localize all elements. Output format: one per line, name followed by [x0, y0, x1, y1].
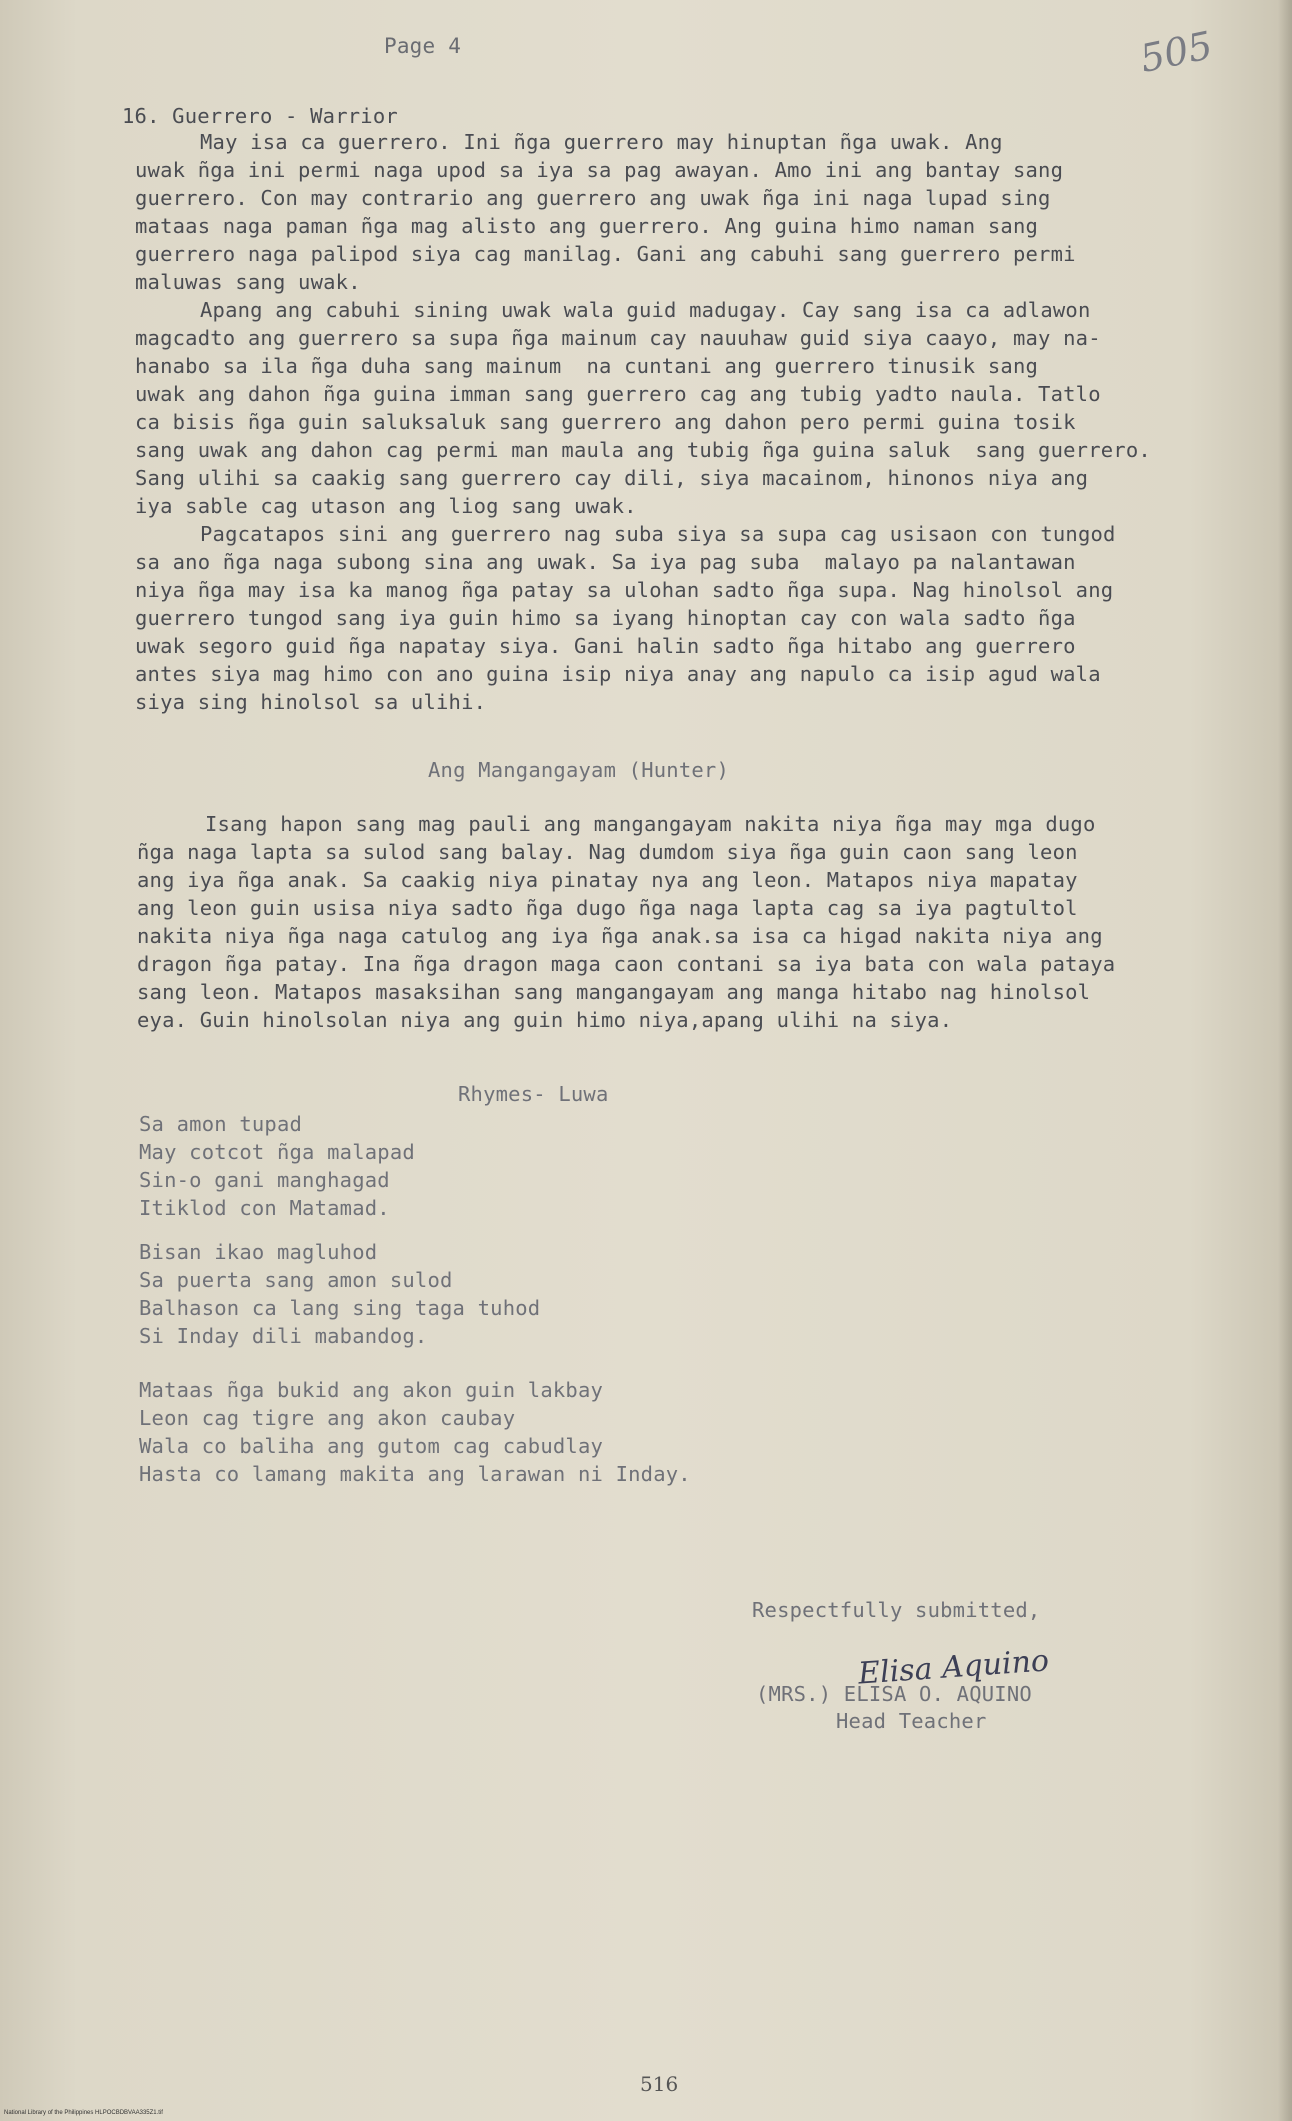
- rhyme-line: Itiklod con Matamad.: [139, 1196, 390, 1220]
- story2-line: ang iya ñga anak. Sa caakig niya pinatay nya ang leon. Matapos niya mapatay: [137, 868, 1078, 892]
- story1-line: guerrero. Con may contrario ang guerrero ang uwak ñga ini naga lupad sing: [135, 186, 1051, 210]
- rhymes-title: Rhymes- Luwa: [458, 1082, 609, 1106]
- story1-line: guerrero naga palipod siya cag manilag. Gani ang cabuhi sang guerrero permi: [135, 242, 1076, 266]
- story1-line: uwak ang dahon ñga guina imman sang guerrero cag ang tubig yadto naula. Tatlo: [135, 382, 1101, 406]
- story1-line: niya ñga may isa ka manog ñga patay sa ulohan sadto ñga supa. Nag hinolsol ang: [135, 578, 1114, 602]
- handwritten-page-number: 505: [1136, 22, 1217, 82]
- story1-line: magcadto ang guerrero sa supa ñga mainum cay nauuhaw guid siya caayo, may na-: [135, 326, 1101, 350]
- story2-line: ñga naga lapta sa sulod sang balay. Nag dumdom siya ñga guin caon sang leon: [137, 840, 1078, 864]
- story1-line: ca bisis ñga guin saluksaluk sang guerrero ang dahon pero permi guina tosik: [135, 410, 1076, 434]
- story2-line: Isang hapon sang mag pauli ang mangangayam nakita niya ñga may mga dugo: [205, 812, 1096, 836]
- rhyme-line: Si Inday dili mabandog.: [139, 1324, 428, 1348]
- rhyme-line: Hasta co lamang makita ang larawan ni Inday.: [139, 1462, 691, 1486]
- rhyme-line: Wala co baliha ang gutom cag cabudlay: [139, 1434, 604, 1458]
- story2-line: nakita niya ñga naga catulog ang iya ñga anak.sa isa ca higad nakita niya ang: [137, 924, 1103, 948]
- valediction: Respectfully submitted,: [752, 1598, 1041, 1622]
- story2-line: sang leon. Matapos masaksihan sang mangangayam ang manga hitabo nag hinolsol: [137, 980, 1091, 1004]
- signatory-title: Head Teacher: [836, 1709, 987, 1733]
- story1-line: mataas naga paman ñga mag alisto ang guerrero. Ang guina himo naman sang: [135, 214, 1039, 238]
- story1-line: sa ano ñga naga subong sina ang uwak. Sa iya pag suba malayo pa nalantawan: [135, 550, 1076, 574]
- story1-line: Apang ang cabuhi sining uwak wala guid madugay. Cay sang isa ca adlawon: [200, 298, 1091, 322]
- story1-line: uwak ñga ini permi naga upod sa iya sa pag awayan. Amo ini ang bantay sang: [135, 158, 1064, 182]
- rhyme-line: Mataas ñga bukid ang akon guin lakbay: [139, 1378, 604, 1402]
- story1-line: May isa ca guerrero. Ini ñga guerrero may hinuptan ñga uwak. Ang: [200, 130, 1003, 154]
- story2-line: ang leon guin usisa niya sadto ñga dugo ñga naga lapta cag sa iya pagtultol: [137, 896, 1078, 920]
- rhyme-stanza-2: [139, 1240, 541, 1384]
- page-label: Page 4: [384, 34, 462, 58]
- story1-title: 16. Guerrero - Warrior: [122, 104, 398, 128]
- archive-footer: National Library of the Philippines HLPOCBDBVAA335Z1.tif: [4, 2110, 163, 2116]
- story2-title: Ang Mangangayam (Hunter): [428, 758, 730, 782]
- rhyme-line: May cotcot ñga malapad: [139, 1140, 415, 1164]
- story1-line: sang uwak ang dahon cag permi man maula ang tubig ñga guina saluk sang guerrero.: [135, 438, 1151, 462]
- rhyme-line: Sa puerta sang amon sulod: [139, 1268, 453, 1292]
- story1-body: [135, 130, 1151, 714]
- story1-line: antes siya mag himo con ano guina isip niya anay ang napulo ca isip agud wala: [135, 662, 1101, 686]
- story1-line: uwak segoro guid ñga napatay siya. Gani halin sadto ñga hitabo ang guerrero: [135, 634, 1076, 658]
- signatory-name: (MRS.) ELISA O. AQUINO: [756, 1682, 1032, 1706]
- story1-line: siya sing hinolsol sa ulihi.: [135, 690, 487, 714]
- story1-line: maluwas sang uwak.: [135, 270, 361, 294]
- rhyme-stanza-3: [139, 1378, 691, 1522]
- rhyme-line: Sin-o gani manghagad: [139, 1168, 390, 1192]
- bottom-page-mark: 516: [640, 2072, 679, 2096]
- story2-line: eya. Guin hinolsolan niya ang guin himo niya,apang ulihi na siya.: [137, 1008, 953, 1032]
- story2-line: dragon ñga patay. Ina ñga dragon maga caon contani sa iya bata con wala pataya: [137, 952, 1116, 976]
- rhyme-line: Leon cag tigre ang akon caubay: [139, 1406, 516, 1430]
- story1-line: iya sable cag utason ang liog sang uwak.: [135, 494, 637, 518]
- story1-line: hanabo sa ila ñga duha sang mainum na cuntani ang guerrero tinusik sang: [135, 354, 1039, 378]
- rhyme-line: Bisan ikao magluhod: [139, 1240, 378, 1264]
- rhyme-line: Sa amon tupad: [139, 1112, 303, 1136]
- story1-line: Pagcatapos sini ang guerrero nag suba siya sa supa cag usisaon con tungod: [200, 522, 1116, 546]
- rhyme-line: Balhason ca lang sing taga tuhod: [139, 1296, 541, 1320]
- story2-body: [137, 812, 1116, 1052]
- story1-line: Sang ulihi sa caakig sang guerrero cay dili, siya macainom, hinonos niya ang: [135, 466, 1089, 490]
- handwritten-signature: Elisa Aquino: [857, 1643, 1051, 1692]
- page-edge-shadow: [1278, 0, 1292, 2121]
- story1-line: guerrero tungod sang iya guin himo sa iyang hinoptan cay con wala sadto ñga: [135, 606, 1076, 630]
